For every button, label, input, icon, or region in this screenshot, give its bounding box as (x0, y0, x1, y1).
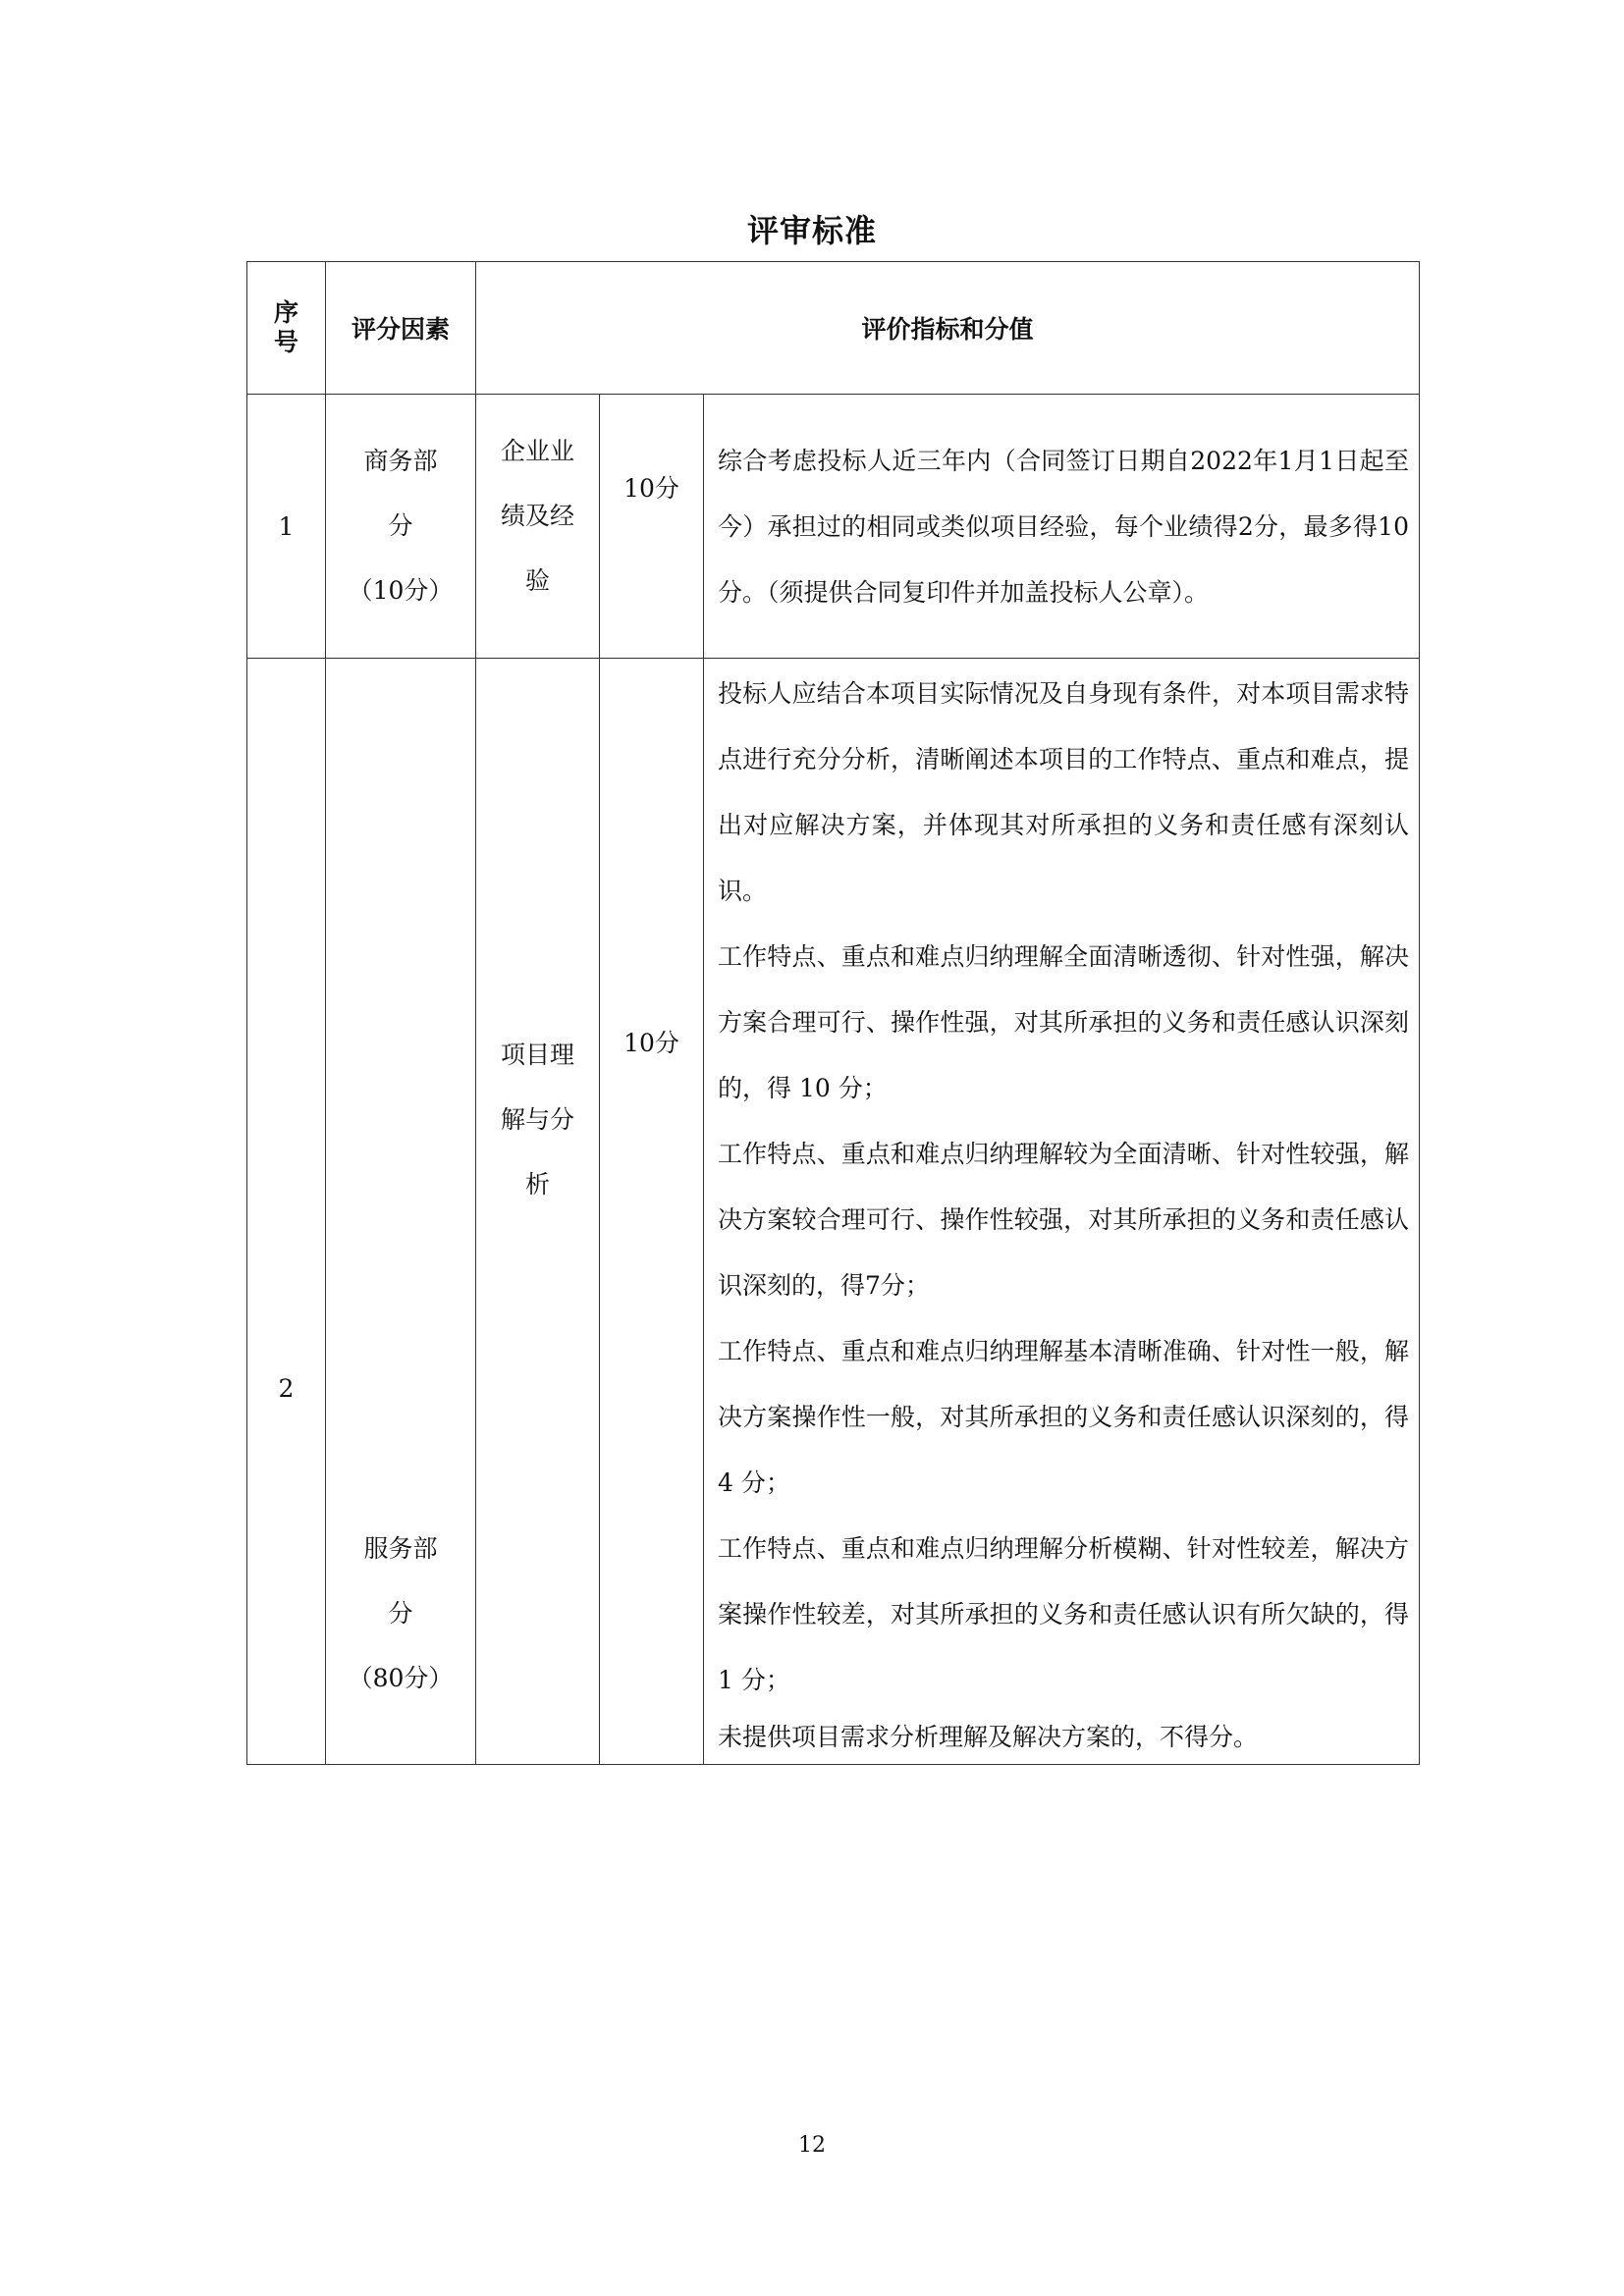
page-number: 12 (798, 2133, 826, 2158)
header-criteria: 评价指标和分值 (476, 262, 1420, 395)
row-sub-factor: 项目理 解与分 析 (476, 659, 600, 1765)
row-factor: 商务部 分 （10分） (326, 395, 476, 659)
row-criteria (704, 659, 1420, 1765)
criteria-paragraph: 工作特点、重点和难点归纳理解较为全面清晰、针对性较强，解决方案较合理可行、操作性较强，对其所承担的义务和责任感认识深刻的，得7分； (718, 1140, 1409, 1300)
row-number: 2 (247, 659, 326, 1765)
table-header-row (247, 262, 1420, 395)
row-criteria: 综合考虑投标人近三年内（合同签订日期自2022年1月1日起至今）承担过的相同或类似项目经验，每个业绩得2分，最多得10分。（须提供合同复印件并加盖投标人公章）。 (704, 395, 1420, 659)
row-sub-factor: 企业业 绩及经 验 (476, 395, 600, 659)
document-title: 评审标准 (746, 212, 877, 249)
table-row (247, 395, 1420, 659)
row-number: 1 (247, 395, 326, 659)
header-no-text: 序号 (273, 298, 298, 356)
criteria-paragraph: 工作特点、重点和难点归纳理解分析模糊、针对性较差，解决方案操作性较差，对其所承担的义务和责任感认识有所欠缺的，得 1 分； (718, 1534, 1409, 1694)
table-row (247, 659, 1420, 1765)
criteria-paragraph: 投标人应结合本项目实际情况及自身现有条件，对本项目需求特点进行充分分析，清晰阐述本项目的工作特点、重点和难点，提出对应解决方案，并体现其对所承担的义务和责任感有深刻认识。 (718, 679, 1409, 905)
criteria-paragraph: 工作特点、重点和难点归纳理解基本清晰准确、针对性一般，解决方案操作性一般，对其所承担的义务和责任感认识深刻的，得 4 分； (718, 1337, 1409, 1497)
criteria-paragraph: 未提供项目需求分析理解及解决方案的，不得分。 (718, 1723, 1259, 1751)
criteria-paragraph: 工作特点、重点和难点归纳理解全面清晰透彻、针对性强，解决方案合理可行、操作性强，对其所承担的义务和责任感认识深刻的，得 10 分； (718, 942, 1409, 1102)
row-score: 10分 (600, 659, 704, 1765)
header-no (247, 262, 326, 395)
evaluation-table (246, 261, 1420, 1765)
row-score: 10分 (600, 395, 704, 659)
row-factor: 服务部 分 （80分） (326, 659, 476, 1765)
header-factor: 评分因素 (326, 262, 476, 395)
